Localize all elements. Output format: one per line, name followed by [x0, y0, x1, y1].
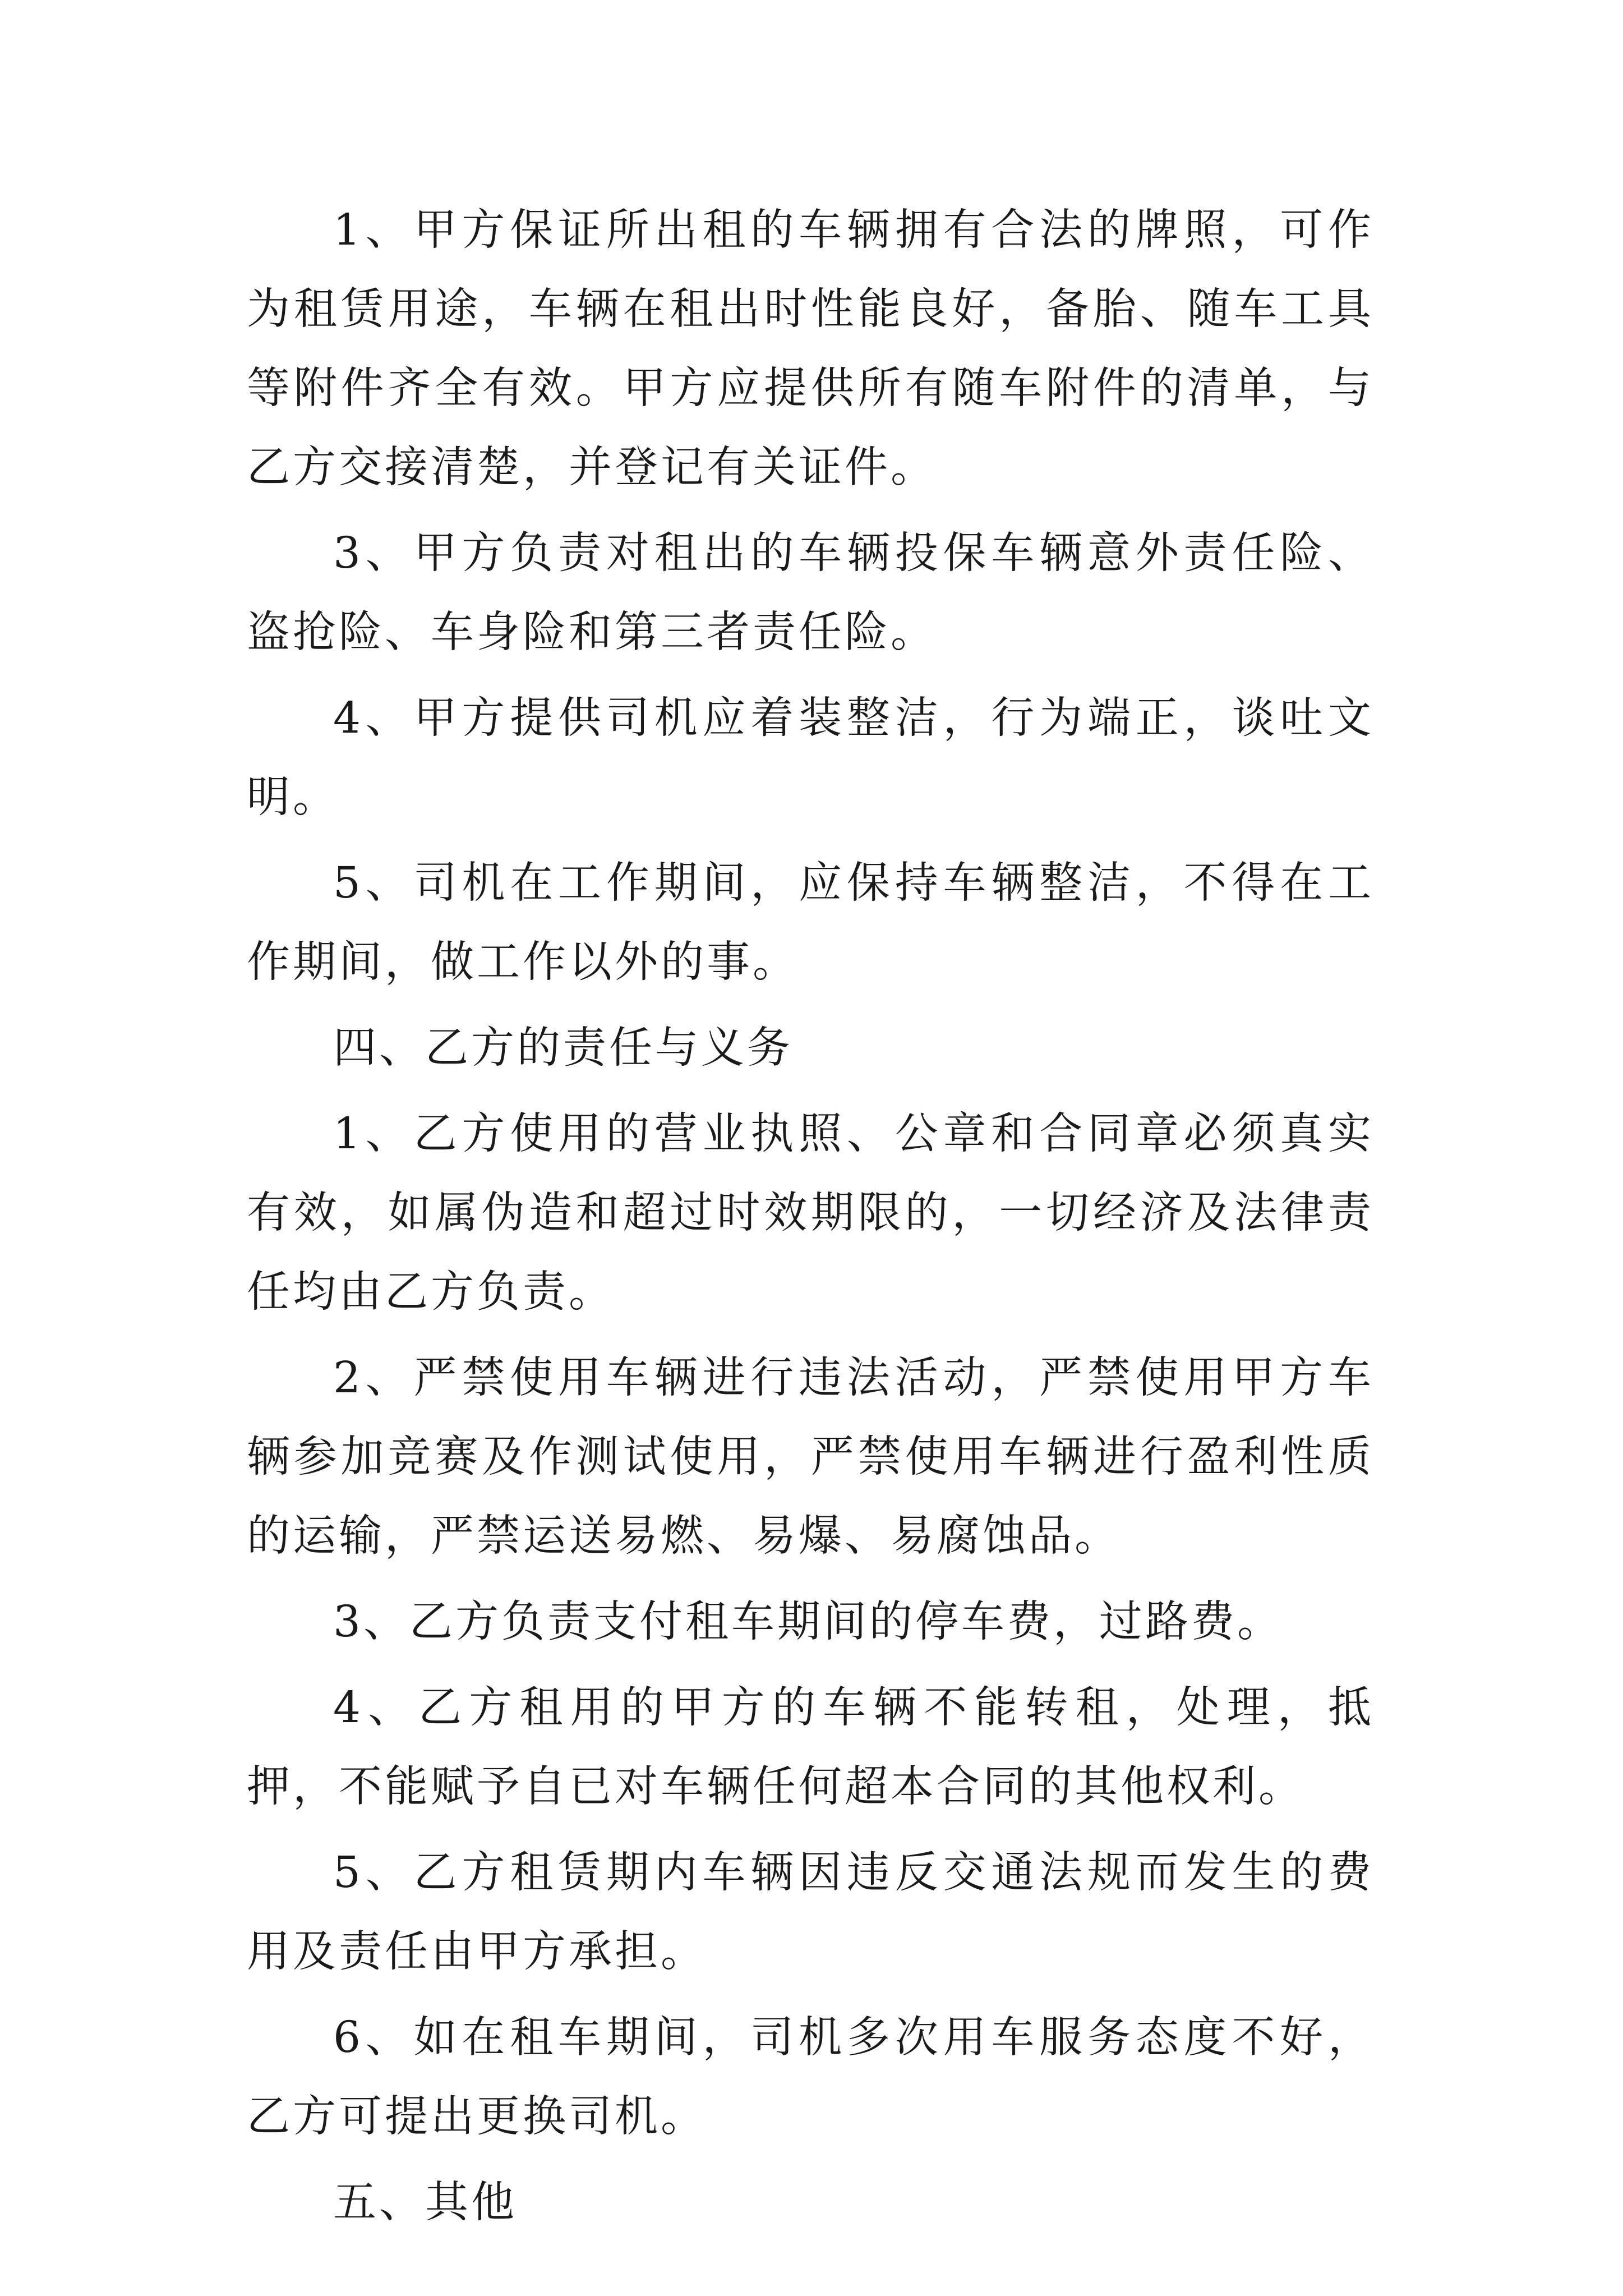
section-heading: 四、乙方的责任与义务	[333, 1023, 793, 1073]
section-heading: 五、其他	[333, 2178, 517, 2228]
document-body	[247, 191, 1374, 2249]
clause-paragraph: 4、甲方提供司机应着装整洁，行为端正，谈吐文明。	[247, 693, 1374, 822]
clause-paragraph: 1、甲方保证所出租的车辆拥有合法的牌照，可作为租赁用途，车辆在租出时性能良好，备胎、随车工具等附件齐全有效。甲方应提供所有随车附件的清单，与乙方交接清楚，并登记有关证件。	[247, 205, 1374, 493]
clause-paragraph: 3、乙方负责支付租车期间的停车费，过路费。	[333, 1597, 1283, 1647]
clause-paragraph: 2、严禁使用车辆进行违法活动，严禁使用甲方车辆参加竞赛及作测试使用，严禁使用车辆进行盈利性质的运输，严禁运送易燃、易爆、易腐蚀品。	[247, 1353, 1374, 1561]
clause-paragraph: 5、司机在工作期间，应保持车辆整洁，不得在工作期间，做工作以外的事。	[247, 858, 1374, 987]
clause-paragraph: 5、乙方租赁期内车辆因违反交通法规而发生的费用及责任由甲方承担。	[247, 1848, 1374, 1977]
clause-paragraph: 6、如在租车期间，司机多次用车服务态度不好，乙方可提出更换司机。	[247, 2013, 1374, 2142]
clause-paragraph: 4、乙方租用的甲方的车辆不能转租，处理，抵押，不能赋予自已对车辆任何超本合同的其他权利。	[247, 1683, 1374, 1812]
clause-paragraph: 3、甲方负责对租出的车辆投保车辆意外责任险、盗抢险、车身险和第三者责任险。	[247, 528, 1374, 657]
clause-paragraph: 1、乙方使用的营业执照、公章和合同章必须真实有效，如属伪造和超过时效期限的，一切经济及法律责任均由乙方负责。	[247, 1109, 1374, 1317]
